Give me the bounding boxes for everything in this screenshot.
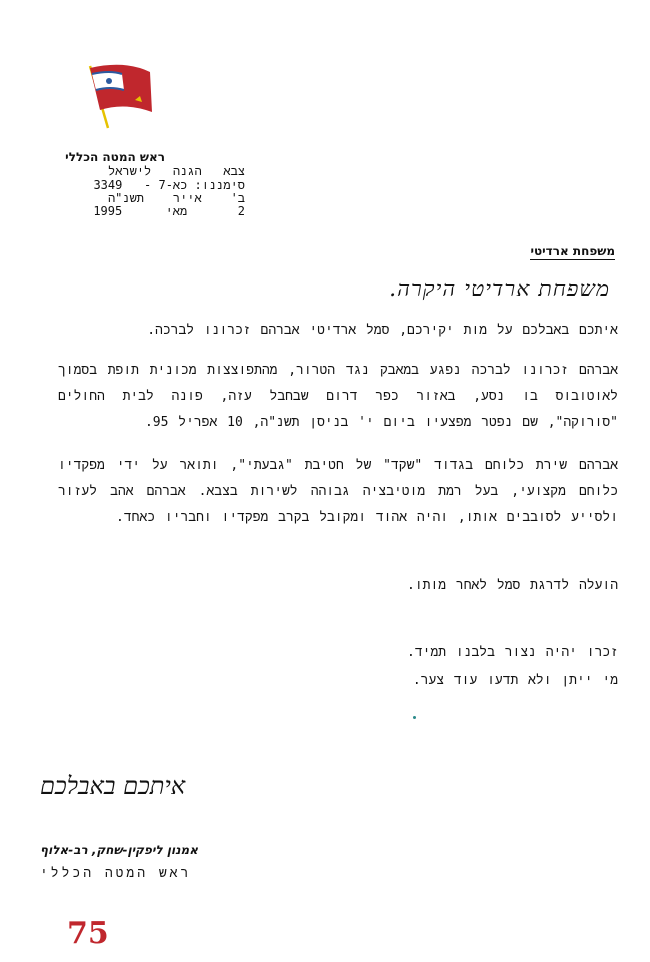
body-paragraph-2: אברהם זכרונו לברכה נפגע במאבק נגד הטרור, מהתפוצצות מכונית תופת בסמוך לאוטובוס בו נסע, באזור כפר דרום שבחבל עזה, פונה לבית החולים "סורוקה", שם נפטר מפצעיו ביום י' בניסן תשנ"ה, 10 אפריל 95.: [58, 363, 618, 430]
addressee: משפחת ארדיטי: [530, 244, 615, 258]
body-paragraph-6: מי ייתן ולא תדעו עוד צער.: [412, 673, 618, 688]
body-paragraph-1: איתכם באבלכם על מות יקירכם, סמל ארדיטי אברהם זכרונו לברכה.: [147, 323, 618, 338]
signature-name: אמנון ליפקין-שחק, רב-אלוף: [40, 843, 198, 857]
body-paragraph-4: הועלה לדרגת סמל לאחר מותו.: [407, 578, 618, 593]
header-org: צבא הגנה לישראל: [108, 164, 245, 178]
body-paragraph-3: אברהם שירת כלוחם בגדוד "שקד" של חטיבת "גבעתי", ותואר על ידי מפקדיו כלוחם מקצועי, בעל רמת מוטיבציה גבוהה לשירות בצבא. אברהם אהב לעזור ולסייע לסובבים אותו, והיה אהוד ומקובל בקרב מפקדיו וחבריו כאחד.: [58, 458, 618, 525]
signature-title: ראש המטה הכללי: [40, 866, 192, 881]
handwritten-closing: איתכם באבלכם: [40, 772, 186, 800]
header-hebrew-date: ב' אייר תשנ"ה: [107, 191, 245, 205]
idf-flag-icon: [80, 62, 170, 130]
body-paragraph-5: זכרו יהיה נצור בלבנו תמיד.: [407, 645, 618, 660]
header-title: ראש המטה הכללי: [65, 150, 165, 164]
handwritten-salutation: משפחת ארדיטי היקרה.: [389, 277, 610, 302]
header-gregorian-date: 2 מאי 1995: [93, 204, 245, 218]
ink-dot: [413, 716, 416, 719]
page-number: 75: [67, 916, 109, 951]
header-reference: סימננו: כא-7 - 3349: [93, 178, 245, 192]
